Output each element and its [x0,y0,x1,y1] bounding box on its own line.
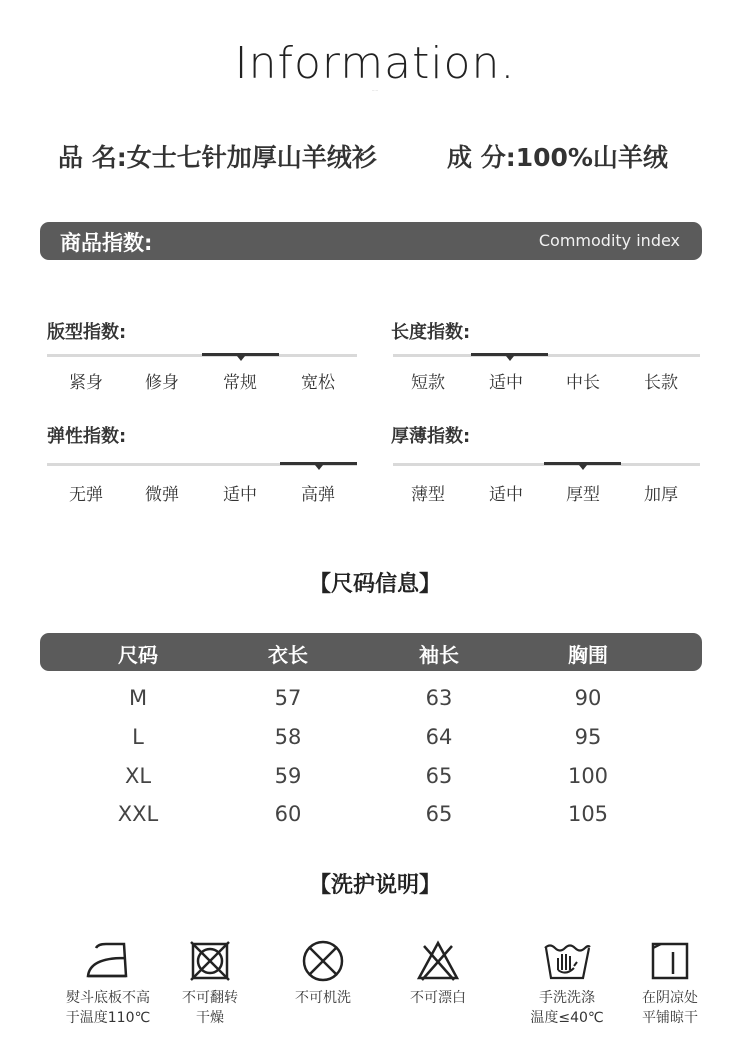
size-table-header [40,633,702,671]
care-item-no-bleach [383,940,493,1008]
care-item-no-machine-wash [268,940,378,1008]
length-index-scale [393,354,700,357]
fit-option: 常规 [223,373,257,393]
care-label [383,988,493,1008]
no-machine-wash-icon [301,940,345,982]
elasticity-option: 无弹 [69,485,103,505]
care-label-line: 平铺晾干 [642,1010,698,1026]
care-item-dry-flat-shade [615,940,725,1028]
page-subtitle: ····· [371,88,379,93]
thickness-option: 厚型 [566,485,600,505]
care-label [615,988,725,1028]
thickness-index-marker [544,462,621,465]
no-tumble-dry-icon [189,940,231,982]
table-cell: 65 [425,764,453,788]
care-label-line: 在阴凉处 [642,990,698,1006]
length-col-header: 衣长 [268,643,308,667]
table-cell: XL [124,764,152,788]
care-section-heading: 【洗护说明】 [308,873,441,898]
thickness-index-scale [393,463,700,466]
table-cell: 90 [574,686,602,710]
table-cell: M [128,686,148,710]
fit-index-title: 版型指数: [47,322,127,343]
elasticity-index-marker [280,462,357,465]
fit-option: 紧身 [69,373,103,393]
fit-option: 修身 [145,373,179,393]
sleeve-col-header: 袖长 [419,643,459,667]
size-col-header: 尺码 [118,643,158,667]
table-cell: 105 [567,802,609,826]
no-bleach-icon [416,940,460,982]
care-item-iron [53,940,163,1028]
table-cell: 64 [425,725,453,749]
product-composition [447,138,668,174]
fit-index-marker [202,353,279,356]
fit-index-scale [47,354,357,357]
thickness-option: 加厚 [644,485,678,505]
product-name-value: 女士七针加厚山羊绒衫 [126,143,377,172]
iron-icon [84,940,132,982]
elasticity-option: 微弹 [145,485,179,505]
hand-wash-icon [542,940,592,982]
care-label-line: 熨斗底板不高 [66,990,150,1006]
table-cell: 59 [274,764,302,788]
care-label-line: 不可翻转 [182,990,238,1006]
commodity-index-english: Commodity index [538,231,680,250]
elasticity-option: 适中 [223,485,257,505]
care-label [268,988,378,1008]
commodity-index-label: 商品指数: [60,231,153,255]
thickness-option: 薄型 [411,485,445,505]
elasticity-option: 高弹 [301,485,335,505]
length-index-marker [471,353,548,356]
elasticity-index-title: 弹性指数: [47,426,127,447]
length-option: 长款 [644,373,678,393]
care-label-line: 于温度110℃ [65,1010,151,1026]
care-label-line: 干燥 [196,1010,224,1026]
care-label [512,988,622,1028]
thickness-index-title: 厚薄指数: [391,426,471,447]
page-title: Information. [234,38,516,89]
table-cell: 95 [574,725,602,749]
table-cell: 100 [567,764,609,788]
size-section-heading: 【尺码信息】 [308,572,441,597]
dry-flat-shade-icon [649,940,691,982]
product-name [58,138,377,174]
care-item-no-tumble-dry [155,940,265,1028]
product-name-label: 品 名: [58,143,127,172]
length-option: 中长 [566,373,600,393]
care-item-hand-wash [512,940,622,1028]
table-cell: 58 [274,725,302,749]
fit-option: 宽松 [301,373,335,393]
length-option: 短款 [411,373,445,393]
table-cell: XXL [117,802,159,826]
table-cell: 60 [274,802,302,826]
table-cell: 57 [274,686,302,710]
length-index-title: 长度指数: [391,322,471,343]
table-cell: L [132,725,144,749]
care-label-line: 手洗洗涤 [539,990,595,1006]
care-label-line: 温度≤40℃ [530,1010,604,1026]
thickness-option: 适中 [489,485,523,505]
length-option: 适中 [489,373,523,393]
elasticity-index-scale [47,463,357,466]
care-label [53,988,163,1028]
composition-label: 成 分: [447,143,516,172]
table-cell: 63 [425,686,453,710]
care-label-line: 不可漂白 [410,990,466,1006]
table-cell: 65 [425,802,453,826]
care-label-line: 不可机洗 [295,990,351,1006]
composition-value: 100%山羊绒 [515,143,668,172]
commodity-index-bar [40,222,702,260]
chest-col-header: 胸围 [568,643,608,667]
care-label [155,988,265,1028]
